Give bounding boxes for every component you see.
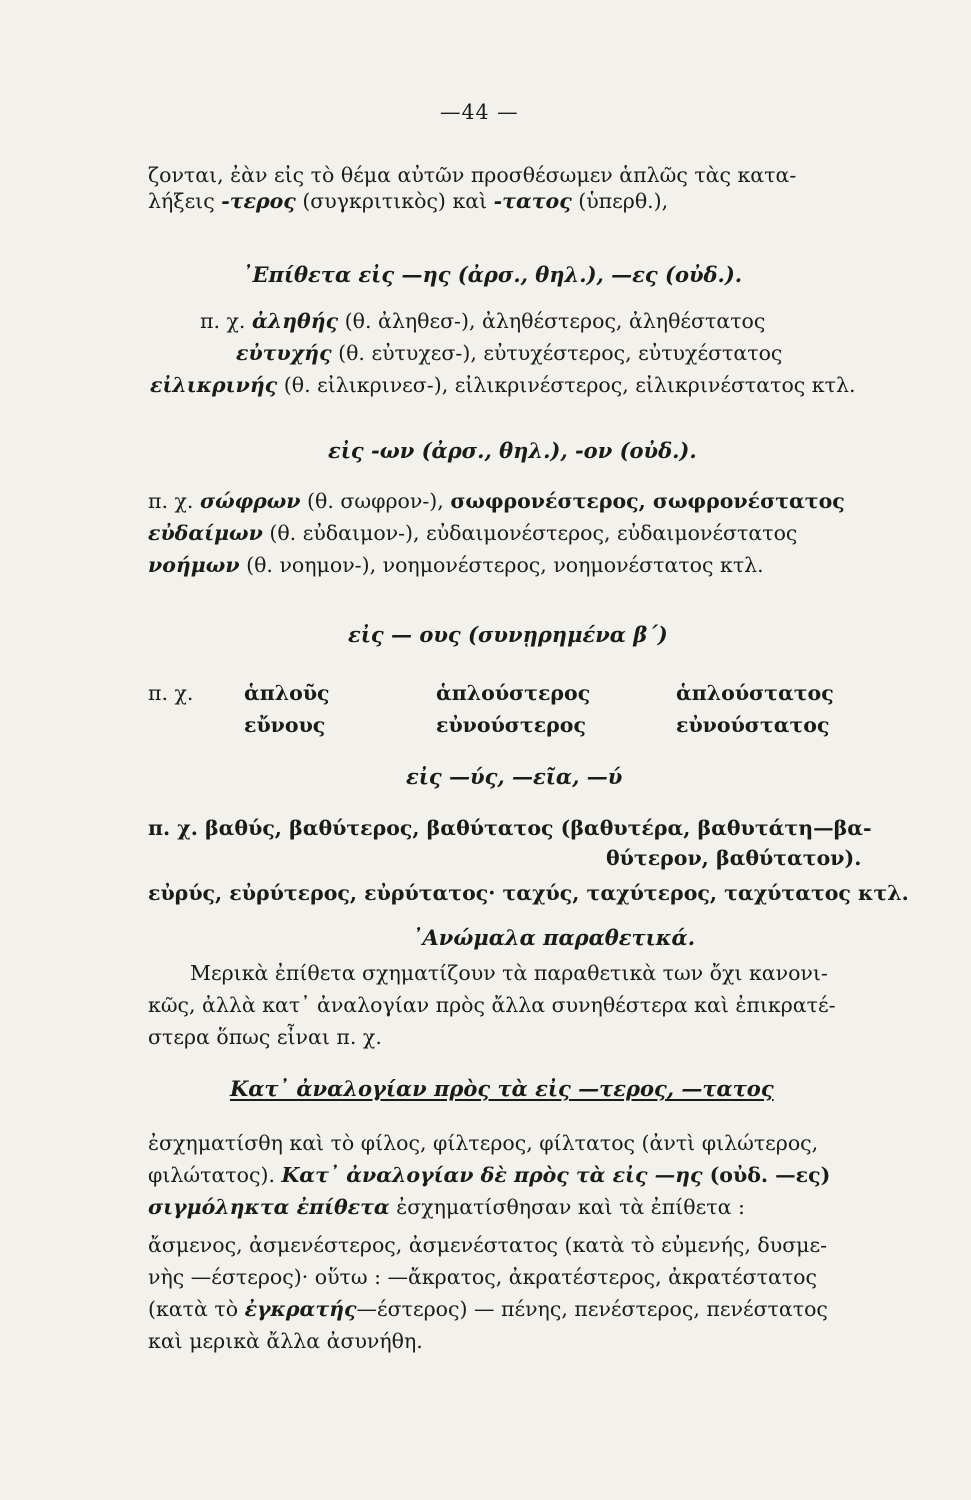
suffix-term: -τερος [221,189,296,213]
table-cell: εὐνούστερος [436,713,586,737]
section-heading: ᾿Επίθετα εἰς —ης (ἀρσ., θηλ.), —ες (οὐδ.). [242,262,743,287]
text-span: ἐσχηματίσθησαν καὶ τὰ ἐπίθετα : [389,1195,745,1219]
emphasis: Κατ᾿ ἀναλογίαν δὲ πρὸς τὰ εἰς —ης [281,1163,703,1187]
text-span: (ὑπερθ.), [571,189,669,213]
page-number: —44 — [440,100,519,124]
text-line: Μερικὰ ἐπίθετα σχηματίζουν τὰ παραθετικὰ των ὄχι κανονι- [190,961,828,985]
text-line: νὴς —έστερος)· οὕτω : —ἄκρατος, ἀκρατέστερος, ἀκρατέστατος [148,1265,818,1289]
text-span: λήξεις [148,189,222,213]
example-forms: σωφρονέστερος, σωφρονέστατος [450,489,845,513]
section-heading: ᾿Ανώμαλα παραθετικά. [412,925,696,950]
example-word: εὐδαίμων [148,521,263,545]
example-row [150,372,855,398]
text-span: (θ. εἰλικρινεσ-), εἰλικρινέστερος, εἰλικρινέστατος κτλ. [277,373,856,397]
example-word: εὐτυχής [236,341,332,365]
text-line: κῶς, ἀλλὰ κατ᾿ ἀναλογίαν πρὸς ἄλλα συνηθέστερα καὶ ἐπικρατέ- [148,993,836,1017]
text-span: π. χ. [148,489,200,513]
text-line: καὶ μερικὰ ἄλλα ἀσυνήθη. [148,1329,423,1353]
example-row [200,308,765,334]
text-span: (οὐδ. —ες) [702,1163,831,1187]
example-word: εἰλικρινής [150,373,278,397]
text-span: (θ. εὐτυχεσ-), εὐτυχέστερος, εὐτυχέστατος [331,341,783,365]
example-row [148,552,764,578]
text-span: φιλώτατος). [148,1163,282,1187]
section-heading: εἰς -ων (ἀρσ., θηλ.), -ον (οὐδ.). [328,438,697,463]
example-word: νοήμων [148,553,240,577]
subsection-heading: Κατ᾿ ἀναλογίαν πρὸς τὰ εἰς —τερος, —τατος [230,1076,774,1101]
example-word: ἀληθής [251,309,339,333]
table-cell: εὐνούστατος [676,713,830,737]
example-row: π. χ. βαθύς, βαθύτερος, βαθύτατος (βαθυτέρα, βαθυτάτη—βα- [148,816,872,840]
text-span: (κατὰ τὸ [148,1297,245,1321]
example-row [236,340,782,366]
suffix-term: -τατος [493,189,572,213]
text-line: ἄσμενος, ἀσμενέστερος, ἀσμενέστατος (κατὰ τὸ εὐμενής, δυσμε- [148,1233,828,1257]
table-cell: εὔνους [244,713,326,737]
text-line [148,1162,830,1188]
text-line [148,1194,745,1220]
text-span: (θ. σωφρον-), [300,489,451,513]
text-line: ἐσχηματίσθη καὶ τὸ φίλος, φίλτερος, φίλτατος (ἀντὶ φιλώτερος, [148,1131,819,1155]
section-heading: εἰς — ους (συνῃρημένα β΄) [348,622,668,647]
text-line [148,188,668,214]
example-row: εὐρύς, εὐρύτερος, εὐρύτατος· ταχύς, ταχύτερος, ταχύτατος κτλ. [148,881,909,905]
text-line: στερα ὅπως εἶναι π. χ. [148,1025,382,1049]
text-span: (θ. εὐδαιμον-), εὐδαιμονέστερος, εὐδαιμονέστατος [262,521,798,545]
text-span: (θ. νοημον-), νοημονέστερος, νοημονέστατος κτλ. [239,553,764,577]
table-cell: ἁπλούστερος [436,681,591,705]
section-heading: εἰς —ύς, —εῖα, —ύ [406,764,623,789]
example-row [148,520,797,546]
example-row: θύτερον, βαθύτατον). [606,846,862,870]
emphasis: σιγμόληκτα ἐπίθετα [148,1195,390,1219]
table-cell: ἁπλούστατος [676,681,834,705]
table-cell: ἁπλοῦς [244,681,330,705]
example-word: σώφρων [199,489,301,513]
text-line [148,1296,828,1322]
text-span: (συγκριτικὸς) καὶ [295,189,494,213]
text-line: ζονται, ἐὰν εἰς τὸ θέμα αὐτῶν προσθέσωμεν ἁπλῶς τὰς κατα- [148,163,797,187]
text-span: —έστερος) — πένης, πενέστερος, πενέστατος [356,1297,828,1321]
text-span: (θ. ἀληθεσ-), [338,309,483,333]
example-prefix: π. χ. [148,681,194,705]
emphasis: ἐγκρατής [244,1297,357,1321]
example-row [148,488,845,514]
example-forms: ἀληθέστερος, ἀληθέστατος [482,309,766,333]
text-span: π. χ. [200,309,252,333]
